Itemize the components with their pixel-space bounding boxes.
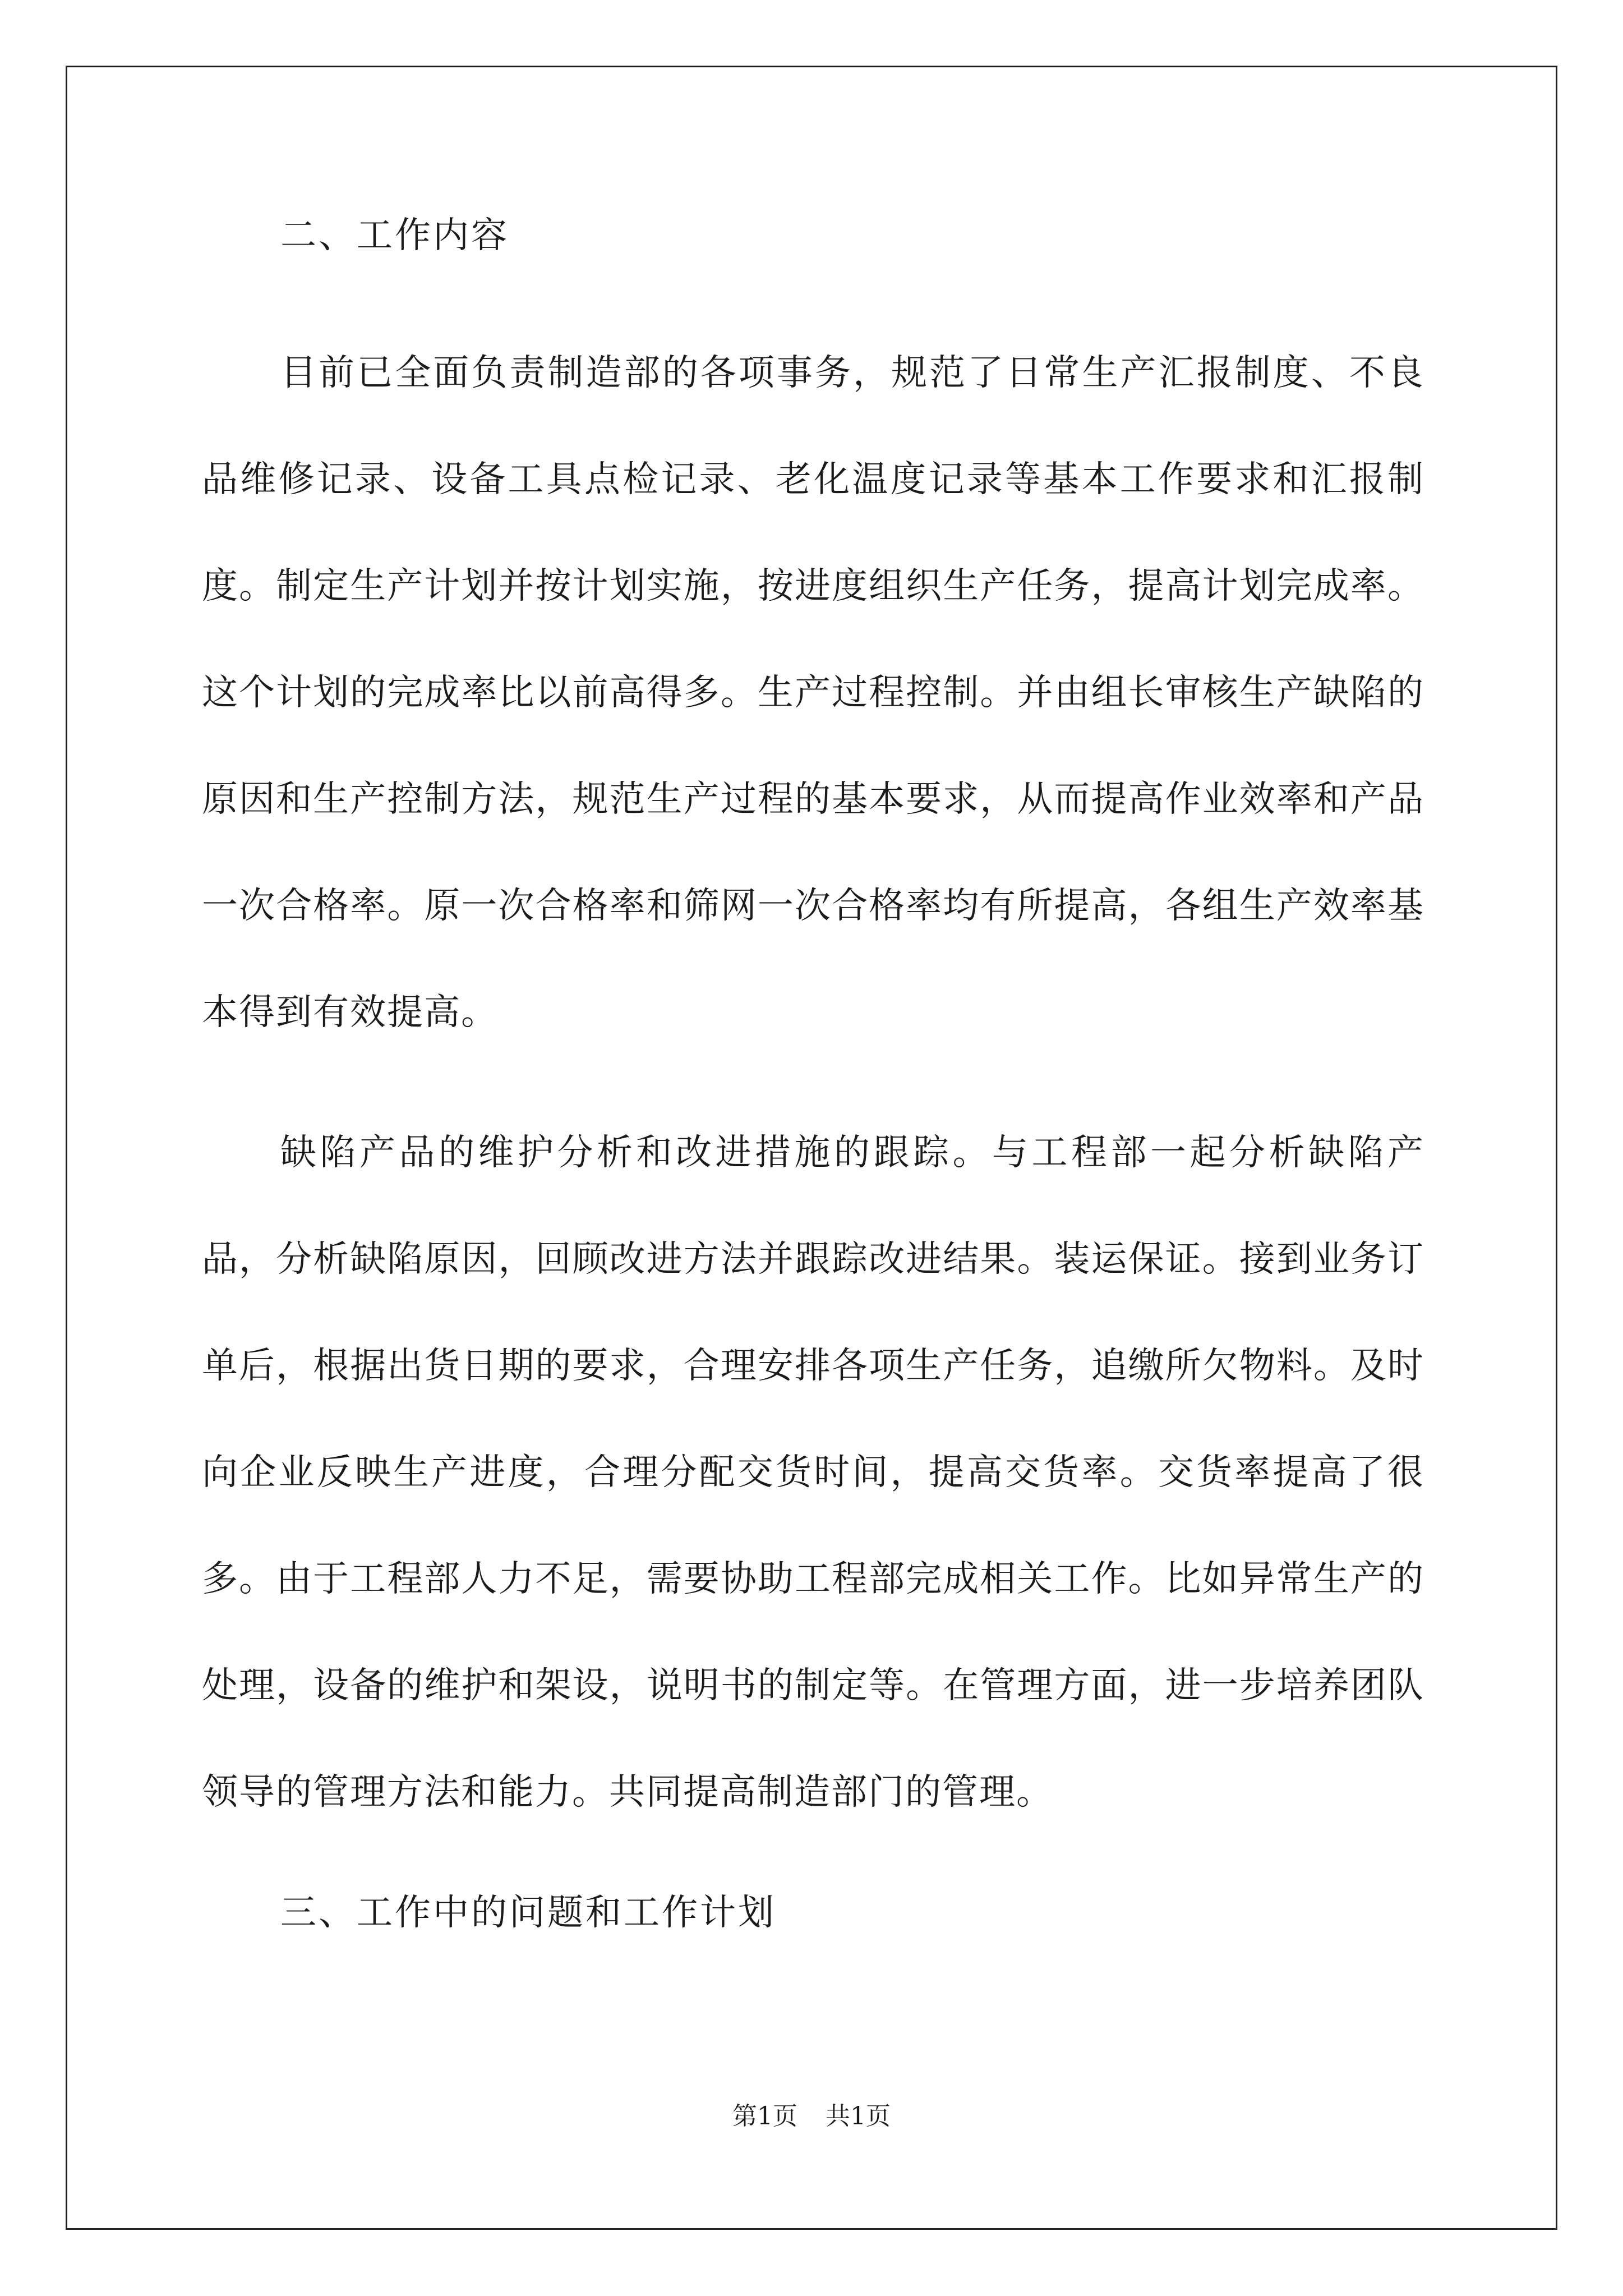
page-total: 共1页 — [826, 2102, 891, 2131]
paragraph-work-content-1: 目前已全面负责制造部的各项事务，规范了日常生产汇报制度、不良品维修记录、设备工具点检记录、老化温度记录等基本工作要求和汇报制度。制定生产计划并按计划实施，按进度组织生产任务，提高计划完成率。这个计划的完成率比以前高得多。生产过程控制。并由组长审核生产缺陷的原因和生产控制方法，规范生产过程的基本要求，从而提高作业效率和产品一次合格率。原一次合格率和筛网一次合格率均有所提高，各组生产效率基本得到有效提高。 — [202, 352, 1424, 1033]
section-heading-3: 三、工作中的问题和工作计划 — [280, 1892, 776, 1934]
section-heading-2: 二、工作内容 — [280, 215, 509, 256]
document-body — [202, 213, 1424, 1935]
page-footer — [0, 2101, 1623, 2132]
paragraph-work-content-2: 缺陷产品的维护分析和改进措施的跟踪。与工程部一起分析缺陷产品，分析缺陷原因，回顾改进方法并跟踪改进结果。装运保证。接到业务订单后，根据出货日期的要求，合理安排各项生产任务，追缴所欠物料。及时向企业反映生产进度，合理分配交货时间，提高交货率。交货率提高了很多。由于工程部人力不足，需要协助工程部完成相关工作。比如异常生产的处理，设备的维护和架设，说明书的制定等。在管理方面，进一步培养团队领导的管理方法和能力。共同提高制造部门的管理。 — [202, 1132, 1424, 1813]
page-number: 第1页 — [732, 2102, 797, 2131]
